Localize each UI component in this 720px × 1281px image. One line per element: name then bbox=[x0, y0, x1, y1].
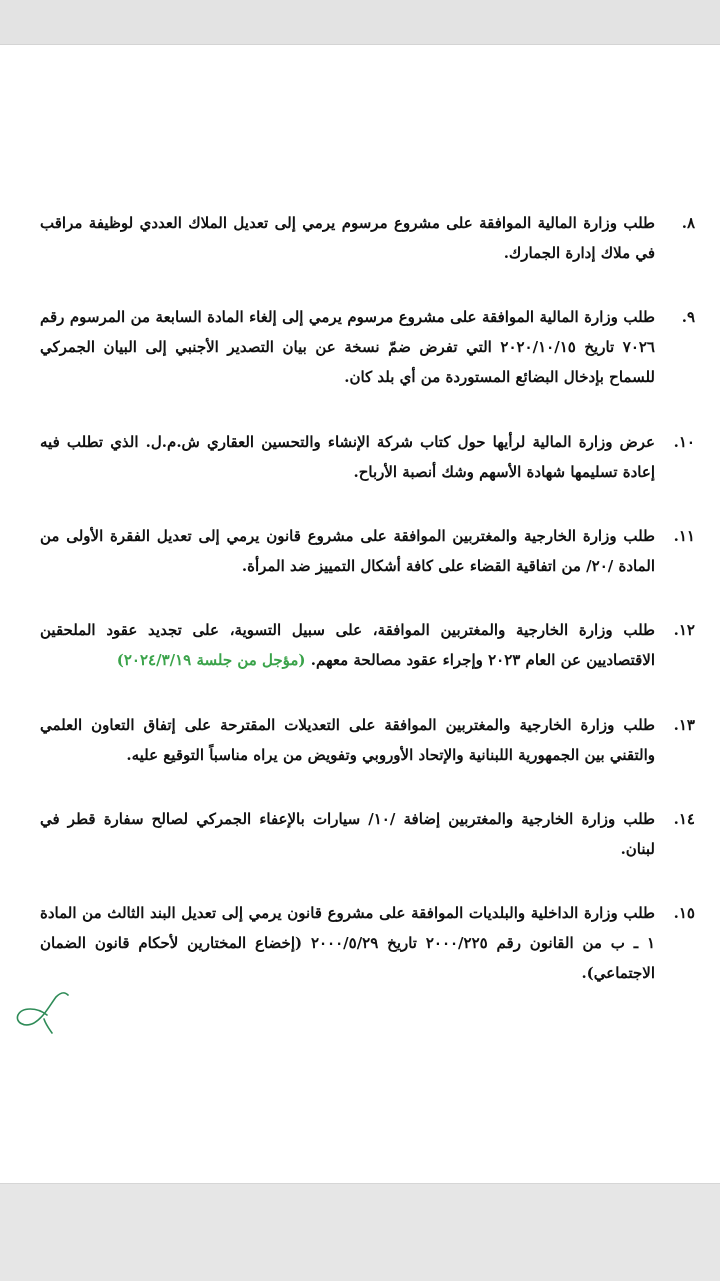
item-text: طلب وزارة الداخلية والبلديات الموافقة على مشروع قانون يرمي إلى تعديل البند الثالث من المادة ١ ـ ب من القانون رقم ٢٠٠٠/٢٢٥ تاريخ ٢٠٠٠/٥/٢٩ (إخضاع المختارين لأحكام قانون الضمان الاجتماعي). bbox=[40, 904, 655, 982]
item-text: طلب وزارة الخارجية والمغتربين الموافقة على التعديلات المقترحة على إتفاق التعاون العلمي والتقني بين الجمهورية اللبنانية والإتحاد الأوروبي وتفويض من يراه مناسباً التوقيع عليه. bbox=[40, 716, 655, 764]
item-number: .١٢ bbox=[673, 621, 695, 639]
item-number: .١٥ bbox=[673, 904, 695, 922]
postponed-note: (مؤجل من جلسة ٢٠٢٤/٣/١٩) bbox=[116, 651, 306, 669]
agenda-item-14 bbox=[40, 804, 695, 864]
item-text: طلب وزارة المالية الموافقة على مشروع مرسوم يرمي إلى تعديل الملاك العددي لوظيفة مراقب في ملاك إدارة الجمارك. bbox=[40, 214, 655, 262]
item-text: طلب وزارة الخارجية والمغتربين الموافقة، على سبيل التسوية، على تجديد عقود الملحقين الاقتصاديين عن العام ٢٠٢٣ وإجراء عقود مصالحة معهم. bbox=[40, 621, 655, 669]
agenda-item-11 bbox=[40, 521, 695, 581]
item-number: .٩ bbox=[681, 308, 695, 326]
item-text: طلب وزارة الخارجية والمغتربين الموافقة على مشروع قانون يرمي إلى تعديل الفقرة الأولى من المادة /٢٠/ من اتفاقية القضاء على كافة أشكال التمييز ضد المرأة. bbox=[40, 527, 655, 575]
document-page[interactable] bbox=[0, 45, 720, 1183]
agenda-item-8 bbox=[40, 208, 695, 268]
top-bar bbox=[0, 0, 720, 45]
item-number: .١٠ bbox=[673, 433, 695, 451]
agenda-item-15 bbox=[40, 898, 695, 988]
handwritten-signature bbox=[12, 985, 82, 1035]
item-text: طلب وزارة المالية الموافقة على مشروع مرسوم يرمي إلى إلغاء المادة السابعة من المرسوم رقم ٧٠٢٦ تاريخ ٢٠٢٠/١٠/١٥ التي تفرض ضمّ نسخة عن بيان التصدير الأجنبي إلى البيان الجمركي للسماح بإدخال البضائع المستوردة من أي بلد كان. bbox=[40, 308, 655, 386]
agenda-item-10 bbox=[40, 427, 695, 487]
item-number: .١٣ bbox=[673, 716, 695, 734]
agenda-item-9 bbox=[40, 302, 695, 392]
bottom-bar bbox=[0, 1183, 720, 1281]
item-number: .١٤ bbox=[673, 810, 695, 828]
item-number: .٨ bbox=[681, 214, 695, 232]
agenda-item-13 bbox=[40, 710, 695, 770]
item-text: عرض وزارة المالية لرأيها حول كتاب شركة الإنشاء والتحسين العقاري ش.م.ل. الذي تطلب فيه إعادة تسليمها شهادة الأسهم وشك أنصبة الأرباح. bbox=[40, 433, 655, 481]
item-number: .١١ bbox=[673, 527, 695, 545]
agenda-item-12 bbox=[40, 615, 695, 675]
item-text: طلب وزارة الخارجية والمغتربين إضافة /١٠/ سيارات بالإعفاء الجمركي لصالح سفارة قطر في لبنان. bbox=[40, 810, 655, 858]
